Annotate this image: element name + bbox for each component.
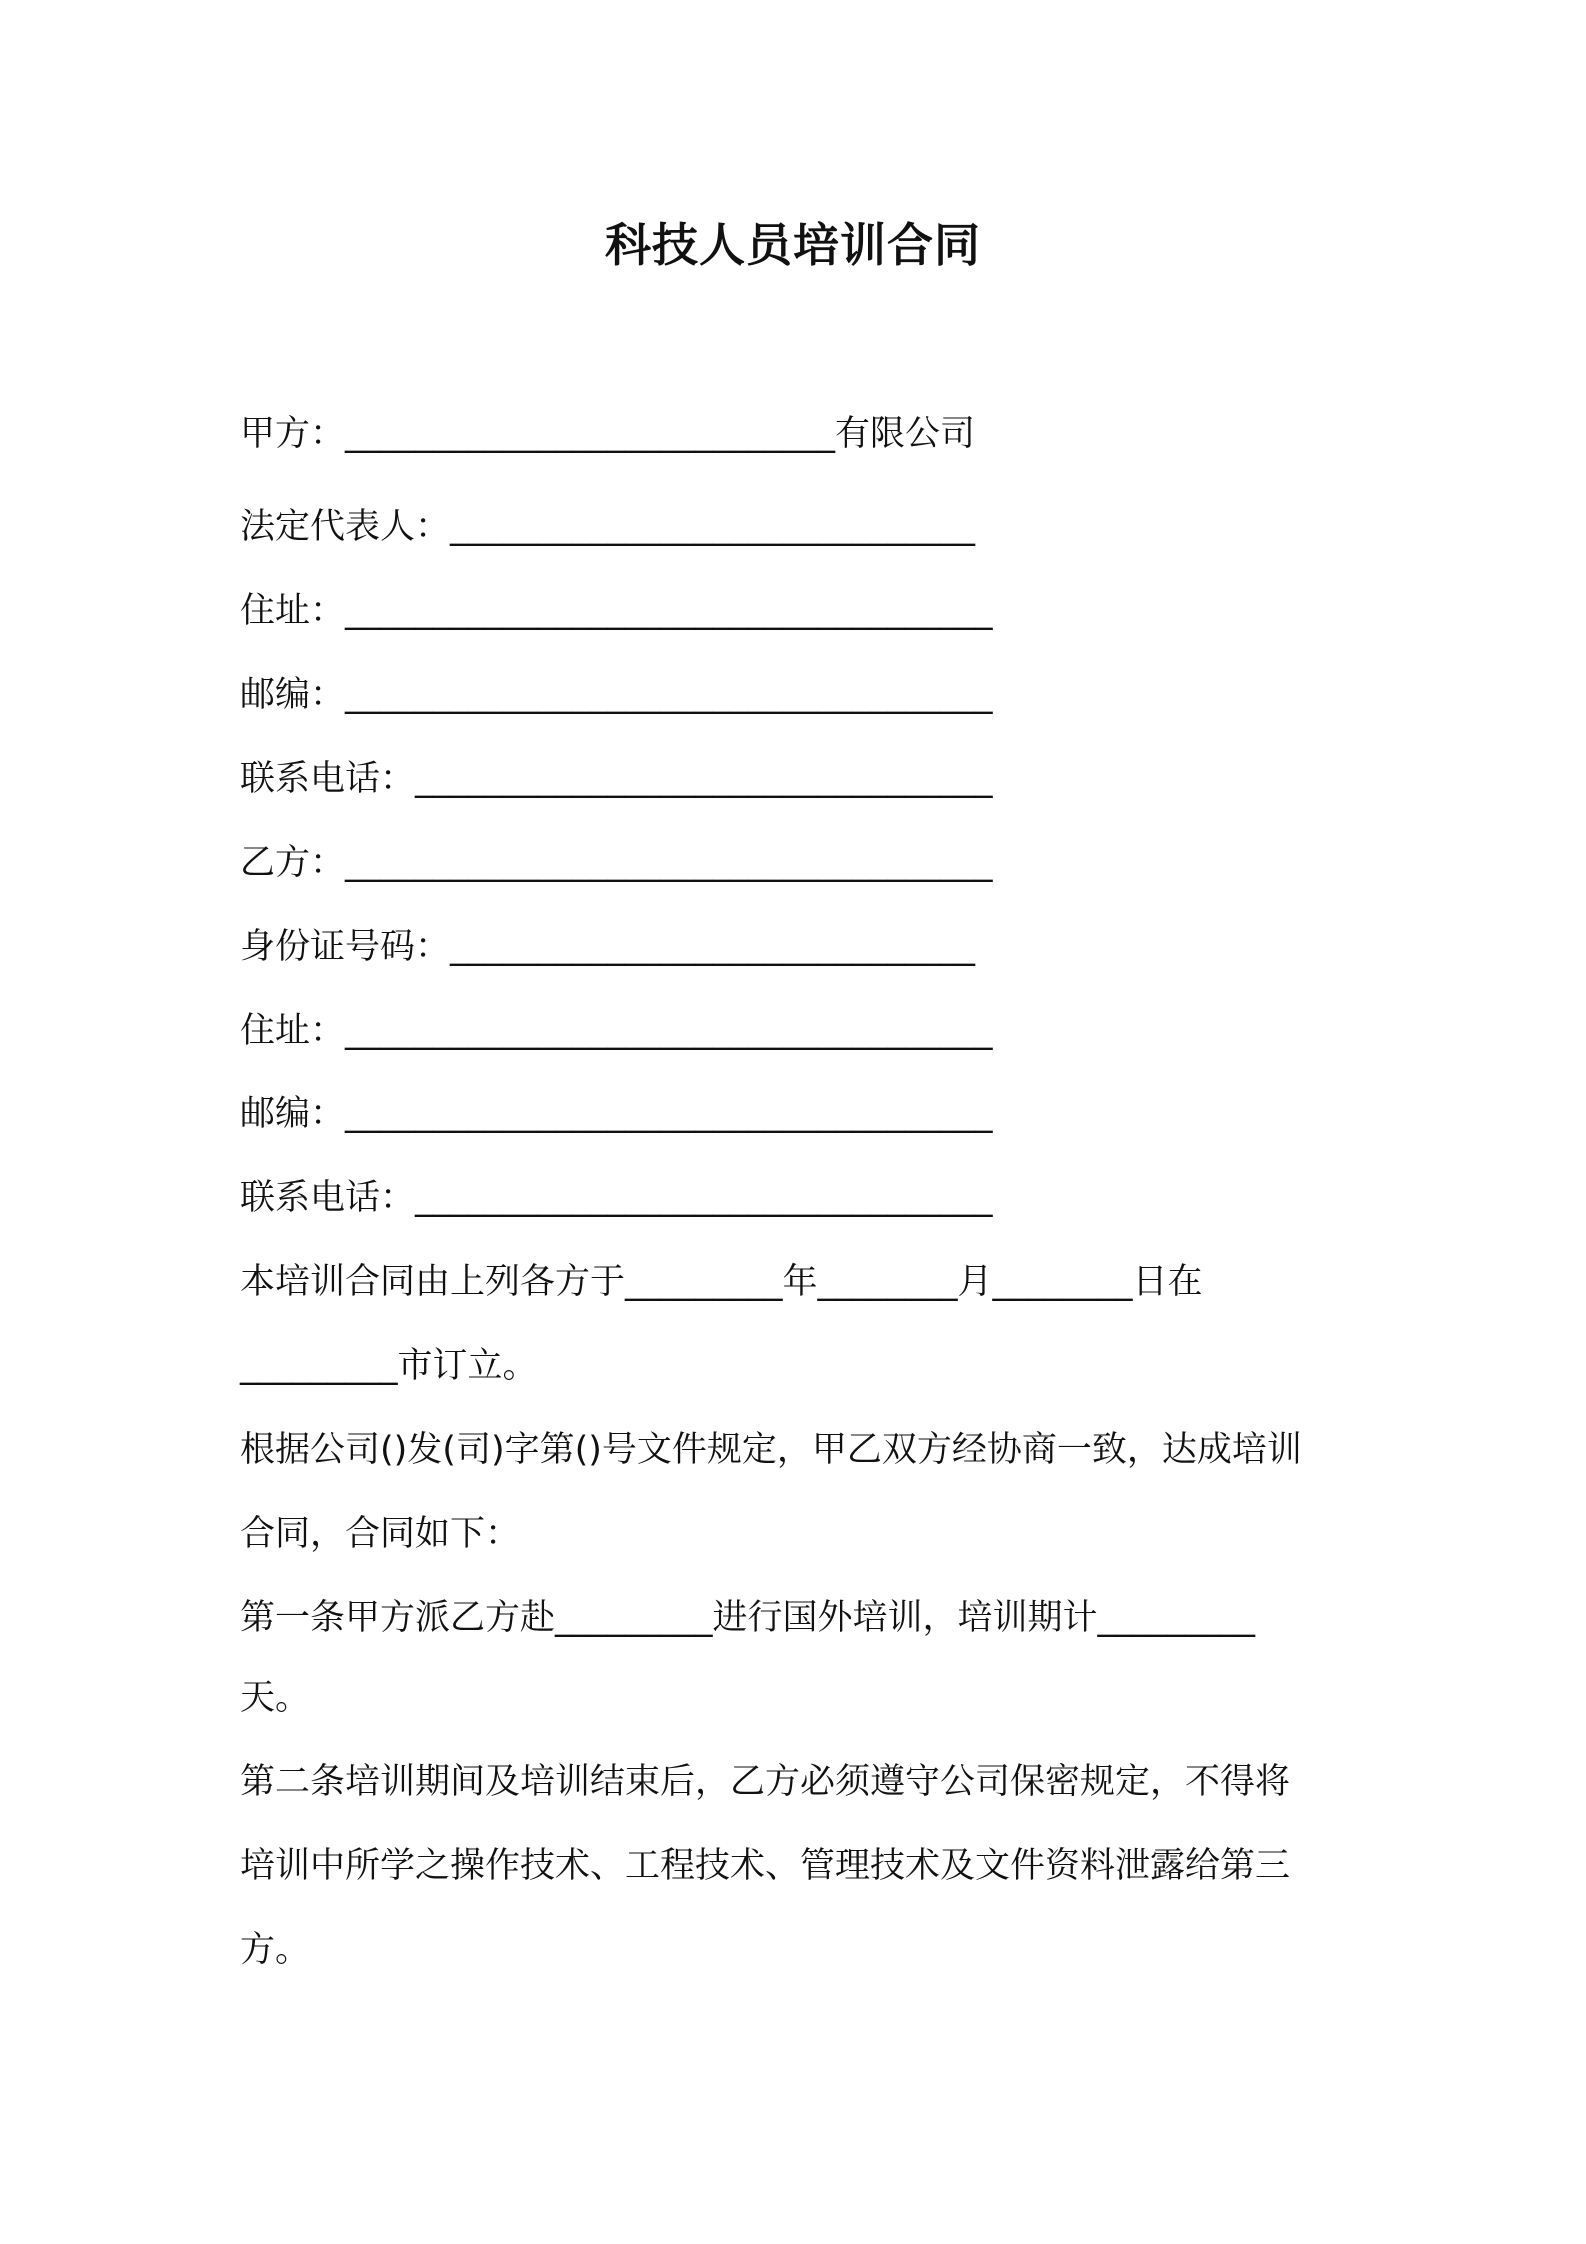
- party-a-address-line: 住址：_____________________________________: [240, 591, 993, 631]
- party-a-phone-line: 联系电话：_________________________________: [240, 759, 993, 799]
- signing-city-line: _________市订立。: [240, 1346, 538, 1386]
- document-title: 科技人员培训合同: [605, 218, 981, 272]
- party-b-line: 乙方：_____________________________________: [240, 843, 993, 883]
- signing-date-line: 本培训合同由上列各方于_________年________月________日在: [240, 1262, 1203, 1302]
- party-a-postcode-line: 邮编：_____________________________________: [240, 675, 993, 715]
- party-a-legal-representative-line: 法定代表人：______________________________: [240, 507, 976, 547]
- article-2-line-2: 培训中所学之操作技术、工程技术、管理技术及文件资料泄露给第三: [240, 1846, 1291, 1886]
- article-1-line-1: 第一条甲方派乙方赴_________进行国外培训，培训期计_________: [240, 1598, 1256, 1638]
- basis-paragraph-line-2: 合同，合同如下：: [240, 1514, 521, 1554]
- party-a-company-line: 甲方：____________________________有限公司: [240, 414, 976, 454]
- article-2-line-3: 方。: [240, 1930, 311, 1970]
- article-2-line-1: 第二条培训期间及培训结束后，乙方必须遵守公司保密规定，不得将: [240, 1762, 1291, 1802]
- party-b-postcode-line: 邮编：_____________________________________: [240, 1094, 993, 1134]
- party-b-id-number-line: 身份证号码：______________________________: [240, 927, 976, 967]
- basis-paragraph-line-1: 根据公司()发(司)字第()号文件规定，甲乙双方经协商一致，达成培训: [240, 1430, 1302, 1470]
- party-b-phone-line: 联系电话：_________________________________: [240, 1178, 993, 1218]
- party-b-address-line: 住址：_____________________________________: [240, 1011, 993, 1051]
- article-1-line-2: 天。: [240, 1678, 311, 1718]
